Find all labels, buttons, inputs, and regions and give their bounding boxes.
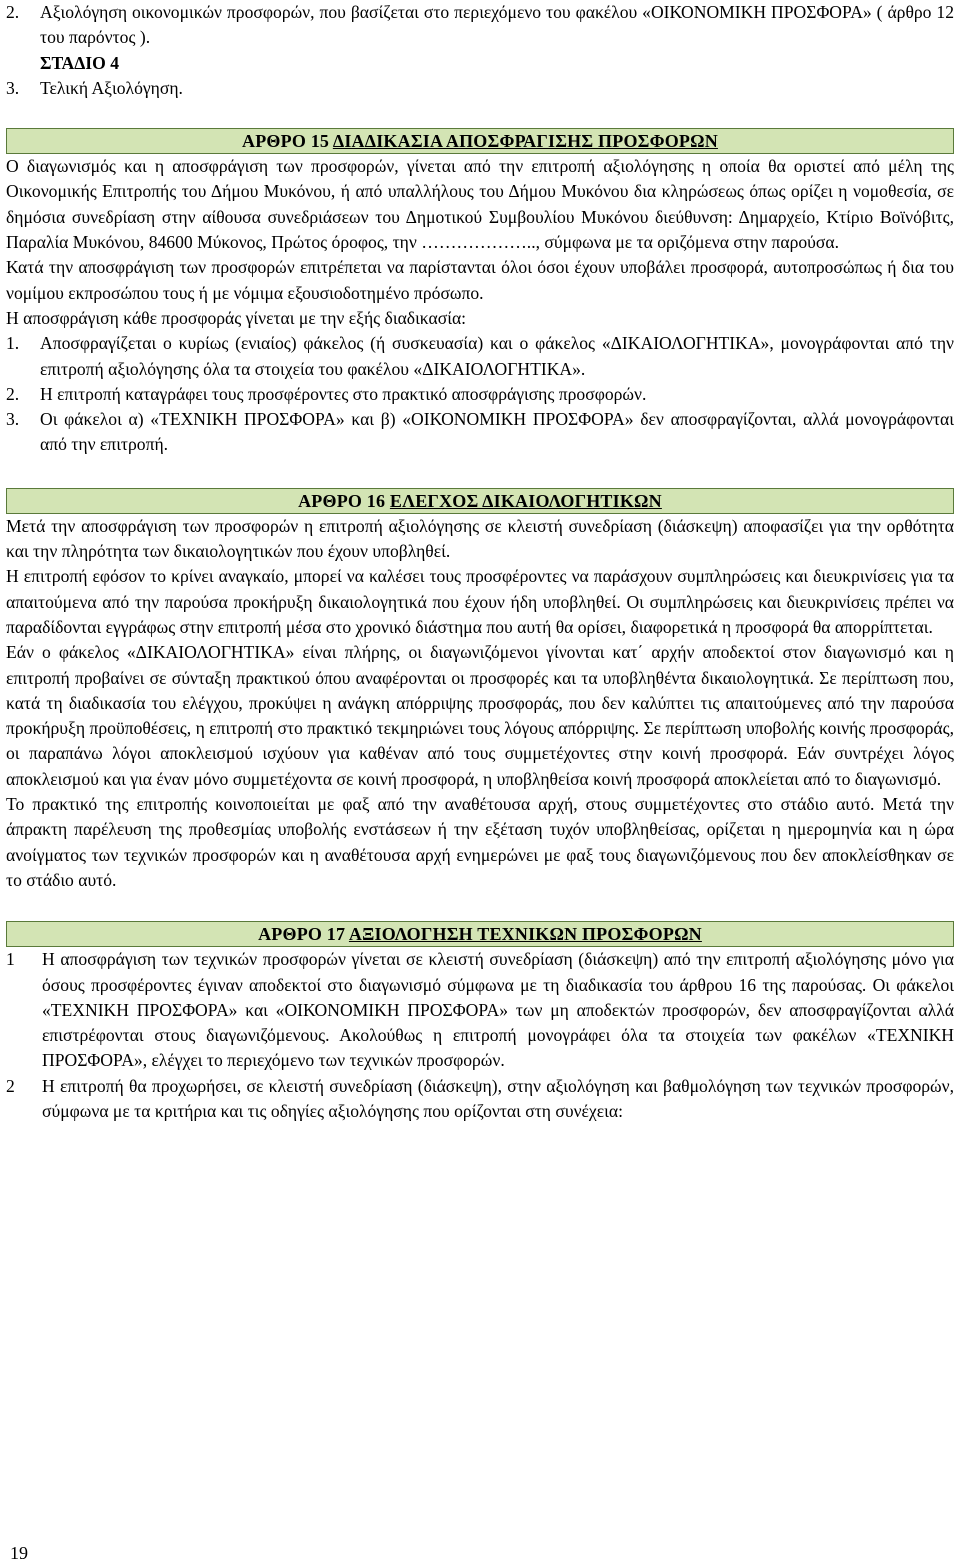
heading-title: ΑΞΙΟΛΟΓΗΣΗ ΤΕΧΝΙΚΩΝ ΠΡΟΣΦΟΡΩΝ	[348, 924, 702, 945]
list-text: Αποσφραγίζεται ο κυρίως (ενιαίος) φάκελος (ή συσκευασία) και ο φάκελος «ΔΙΚΑΙΟΛΟΓΗΤΙΚΑ», μονογράφονται από την επιτροπή αξιολόγησης όλα τα στοιχεία του φακέλου «ΔΙΚΑΙΟΛΟΓΗΤΙΚΑ».	[40, 333, 954, 379]
list-text: Οι φάκελοι α) «ΤΕΧΝΙΚΗ ΠΡΟΣΦΟΡΑ» και β) «ΟΙΚΟΝΟΜΙΚΗ ΠΡΟΣΦΟΡΑ» δεν αποσφραγίζονται, αλλά μονογράφονται από την επιτροπή.	[40, 409, 954, 455]
list-number: 3.	[6, 409, 20, 430]
article-15-heading	[6, 128, 954, 154]
list-item	[6, 382, 954, 407]
stage-label: ΣΤΑΔΙΟ 4	[40, 52, 119, 73]
paragraph: Η επιτροπή εφόσον το κρίνει αναγκαίο, μπορεί να καλέσει τους προσφέροντες να παράσχουν συμπληρώσεις και διευκρινίσεις για τα απαιτούμενα από την παρούσα προκήρυξη δικαιολογητικά που έχουν ήδη υποβληθεί. Οι συμπληρώσεις και διευκρινίσεις πρέπει να παραδίδονται εγγράφως στην επιτροπή μέσα στο χρονικό διάστημα που αυτή θα ορίσει, διαφορετικά η προσφορά θα απορρίπτεται.	[6, 566, 954, 637]
list-text: Η επιτροπή καταγράφει τους προσφέροντες στο πρακτικό αποσφράγισης προσφορών.	[40, 383, 647, 404]
list-number: 2.	[6, 383, 20, 404]
paragraph: Το πρακτικό της επιτροπής κοινοποιείται με φαξ από την αναθέτουσα αρχή, στους συμμετέχοντες στο στάδιο αυτό. Μετά την άπρακτη παρέλευση της προθεσμίας υποβολής ενστάσεων ή την εξέταση τυχόν υποβληθείσας, ορίζεται η ημερομηνία και η ώρα ανοίγματος των τεχνικών προσφορών και η αναθέτουσα αρχή ενημερώνει με φαξ τους διαγωνιζόμενους που δεν αποκλείσθηκαν σε τo στάδιο αυτό.	[6, 794, 954, 890]
list-number: 1	[6, 949, 15, 970]
heading-prefix: ΑΡΘΡΟ 16	[298, 490, 390, 511]
paragraph: Ο διαγωνισμός και η αποσφράγιση των προσφορών, γίνεται από την επιτροπή αξιολόγησης η οποία θα οριστεί από μέλη της Οικονομικής Επιτροπής του Δήμου Μυκόνου, ή από υπαλλήλους του Δήμου Μυκόνου δια κληρώσεως όπως ορίζει η νομοθεσία, σε δημόσια συνεδρίαση στην αίθουσα συνεδριάσεων του Δημοτικού Συμβουλίου Μυκόνου διεύθυνση: Δημαρχείο, Κτίριο Βοϊνόβιτς, Παραλία Μυκόνου, 84600 Μύκονος, Πρώτος όροφος, την ……………….., σύμφωνα με τα οριζόμενα στην παρούσα.	[6, 156, 954, 253]
heading-title: ΔΙΑΔΙΚΑΣΙΑ ΑΠΟΣΦΡΑΓΙΣΗΣ ΠΡΟΣΦΟΡΩΝ	[332, 131, 718, 152]
list-item	[6, 407, 954, 458]
list-text: Η επιτροπή θα προχωρήσει, σε κλειστή συνεδρίαση (διάσκεψη), στην αξιολόγηση και βαθμολόγηση των τεχνικών προσφορών, σύμφωνα με τα κριτήρια και τις οδηγίες αξιολόγησης που ορίζονται στη συνέχεια:	[42, 1075, 954, 1121]
list-number: 2	[6, 1075, 15, 1096]
article-16-heading	[6, 488, 954, 514]
paragraph: Κατά την αποσφράγιση των προσφορών επιτρέπεται να παρίστανται όλοι όσοι έχουν υποβάλει προσφορά, αυτοπροσώπως ή δια του νομίμου εκπροσώπου τους ή με νόμιμα εξουσιοδοτημένο πρόσωπο.	[6, 257, 954, 303]
list-text: Τελική Αξιολόγηση.	[40, 77, 183, 98]
document-page	[6, 0, 954, 1124]
list-item	[6, 947, 954, 1073]
list-text: Η αποσφράγιση των τεχνικών προσφορών γίνεται σε κλειστή συνεδρίαση (διάσκεψη) από την επιτροπή αξιολόγησης μόνο για όσους προσφέροντες έγιναν αποδεκτοί στο διαγωνισμό σύμφωνα με τη διαδικασία του άρθρου 16 της παρούσας. Οι φάκελοι «ΤΕΧΝΙΚΗ ΠΡΟΣΦΟΡΑ» και «ΟΙΚΟΝΟΜΙΚΗ ΠΡΟΣΦΟΡΑ» των μη αποδεκτών προσφορών, δεν αποσφραγίζονται αλλά επιστρέφονται στους διαγωνιζόμενους. Ακολούθως η επιτροπή μονογράφει όλα τα στοιχεία των φακέλων «ΤΕΧΝΙΚΗ ΠΡΟΣΦΟΡΑ», ελέγχει το περιεχόμενο των τεχνικών προσφορών.	[42, 949, 954, 1071]
list-item	[6, 0, 954, 51]
list-text: Αξιολόγηση οικονομικών προσφορών, που βασίζεται στο περιεχόμενο του φακέλου «ΟΙΚΟΝΟΜΙΚΗ ΠΡΟΣΦΟΡΑ» ( άρθρο 12 του παρόντος ).	[40, 2, 954, 48]
list-number: 2.	[6, 2, 20, 22]
list-number: 1.	[6, 333, 20, 354]
heading-prefix: ΑΡΘΡΟ 17	[258, 924, 349, 945]
paragraph: Η αποσφράγιση κάθε προσφοράς γίνεται με την εξής διαδικασία:	[6, 307, 467, 328]
list-item	[6, 331, 954, 382]
list-item	[6, 76, 954, 101]
heading-prefix: ΑΡΘΡΟ 15	[242, 131, 333, 152]
page-number: 19	[10, 1543, 28, 1563]
paragraph: Μετά την αποσφράγιση των προσφορών η επιτροπή αξιολόγησης σε κλειστή συνεδρίαση (διάσκεψη) αποφασίζει για την ορθότητα και την πληρότητα των δικαιολογητικών που έχουν υποβληθεί.	[6, 515, 954, 562]
article-17-heading	[6, 921, 954, 947]
list-number: 3.	[6, 77, 20, 98]
list-item	[6, 1074, 954, 1125]
heading-title: ΕΛΕΓΧΟΣ ΔΙΚΑΙΟΛΟΓΗΤΙΚΩΝ	[389, 490, 662, 511]
paragraph: Εάν ο φάκελος «ΔΙΚΑΙΟΛΟΓΗΤΙΚΑ» είναι πλήρης, οι διαγωνιζόμενοι γίνονται κατ΄ αρχήν αποδεκτοί στον διαγωνισμό και η επιτροπή προβαίνει σε σύνταξη πρακτικού όπου αναφέρονται οι προσφορές και τα υποβληθέντα δικαιολογητικά. Σε περίπτωση που, κατά τη διαδικασία του ελέγχου, προκύψει η ανάγκη απόρριψης προσφοράς, που δεν καλύπτει τις απαιτούμενες από την παρούσα προκήρυξη προϋποθέσεις, η επιτροπή στο πρακτικό τεκμηριώνει τους λόγους απόρριψης. Σε περίπτωση υποβολής κοινής προσφοράς, οι παραπάνω λόγοι αποκλεισμού ισχύουν για καθέναν από τους συμμετέχοντες στην κοινή προσφορά. Εάν συντρέχει λόγος αποκλεισμού και για έναν μόνο συμμετέχοντα σε κοινή προσφορά, η υποβληθείσα κοινή προσφορά αποκλείεται από το διαγωνισμό.	[6, 642, 954, 789]
